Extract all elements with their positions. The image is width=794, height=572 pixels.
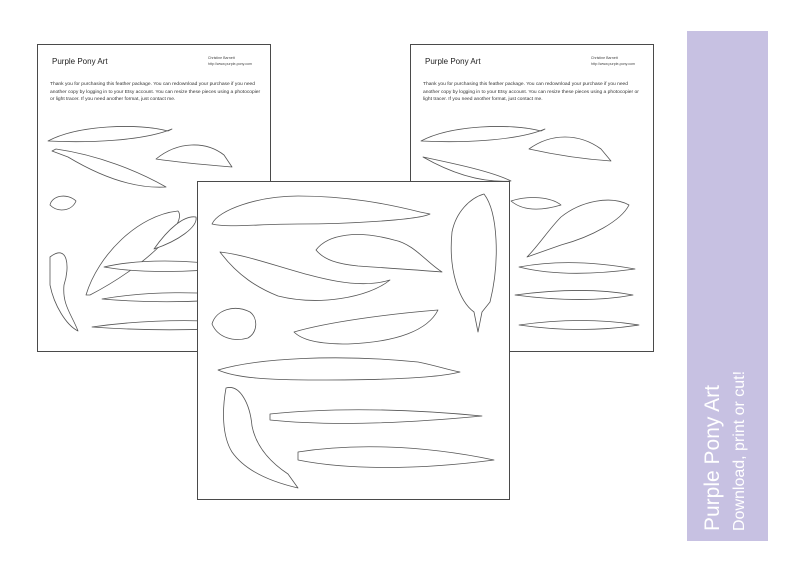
feather-shape	[50, 196, 76, 210]
sheet-message: Thank you for purchasing this feather package. You can redownload your purchase if you need another copy by logging in to your Etsy account. You can resize these pieces using a photocopier or light tracer. If you need another format, just contact me.	[423, 82, 639, 103]
feather-shape	[511, 198, 561, 210]
author-url: http://www.purple-pony.com	[590, 61, 635, 66]
author-url: http://www.purple-pony.com	[207, 61, 252, 66]
feather-shape	[270, 410, 482, 424]
feather-shape	[316, 235, 442, 272]
feather-shape	[451, 194, 496, 332]
feather-shape	[48, 126, 172, 141]
author-name: Christine Barnett	[207, 56, 235, 60]
feather-shape	[156, 145, 232, 167]
feather-shape	[298, 447, 494, 468]
feather-shape	[86, 211, 180, 295]
sheet-brand: Purple Pony Art	[425, 57, 481, 66]
feather-shape	[515, 291, 633, 300]
banner-title: Purple Pony Art	[701, 385, 724, 531]
feather-shape	[52, 149, 166, 187]
feather-shape	[519, 263, 635, 274]
feather-outlines	[198, 182, 511, 501]
feather-shape	[212, 196, 430, 226]
feather-shape	[421, 126, 545, 141]
sheet-message: Thank you for purchasing this feather package. You can redownload your purchase if you need another copy by logging in to your Etsy account. You can resize these pieces using a photocopier or light tracer. If you need another format, just contact me.	[50, 82, 261, 103]
template-sheet-center	[197, 181, 510, 500]
sheet-brand: Purple Pony Art	[52, 57, 108, 66]
feather-shape	[50, 253, 78, 331]
feather-shape	[224, 387, 298, 488]
side-banner	[687, 31, 768, 541]
author-name: Christine Barnett	[590, 56, 618, 60]
feather-shape	[212, 308, 256, 339]
feather-shape	[294, 310, 438, 344]
feather-shape	[519, 321, 639, 330]
feather-shape	[218, 358, 460, 380]
feather-shape	[423, 157, 511, 181]
banner-tagline: Download, print or cut!	[731, 370, 748, 531]
feather-shape	[529, 137, 611, 161]
